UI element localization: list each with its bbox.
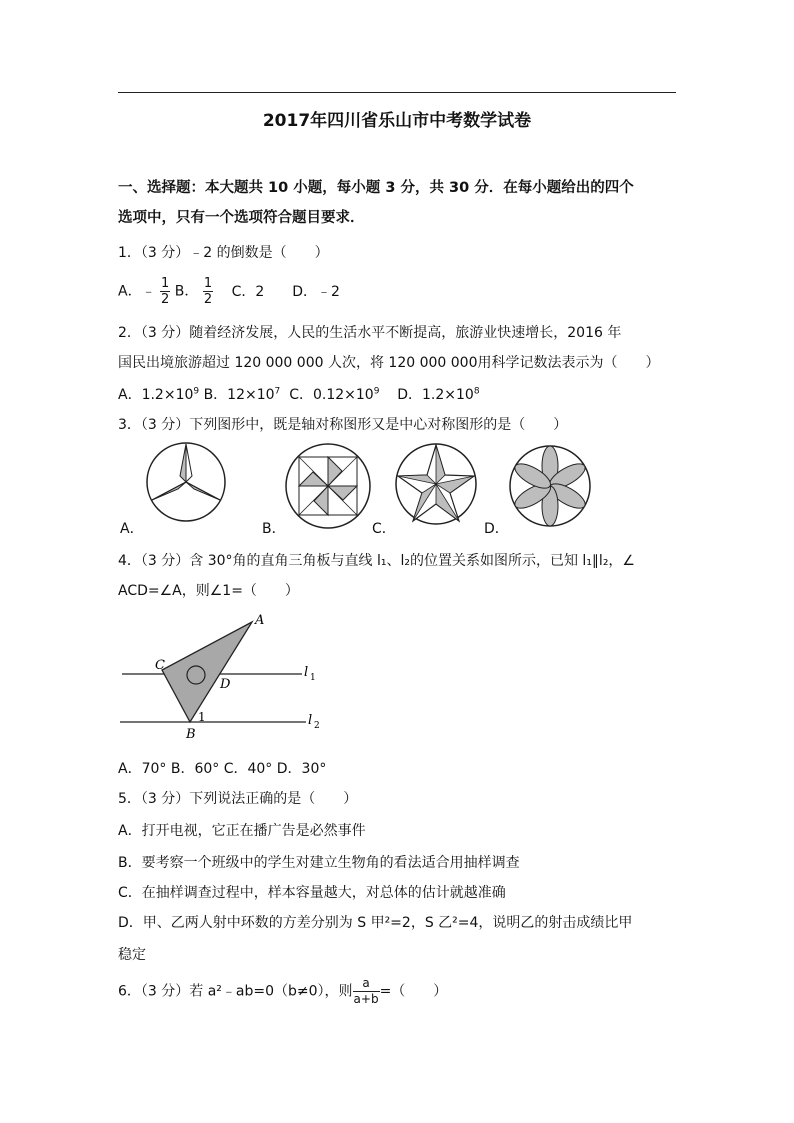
q1-frac-a-den: 2 <box>161 292 170 307</box>
label-l2: l <box>308 713 313 728</box>
q3-label-a: A． <box>120 521 144 537</box>
q6-stem-pre: 6．（3 分）若 a²﹣ab=0（b≠0），则 <box>118 983 353 1000</box>
q5-optC: C．在抽样调查过程中，样本容量越大，对总体的估计就越准确 <box>118 885 506 901</box>
label-C: C <box>155 658 165 673</box>
q5-optA: A．打开电视，它正在播广告是必然事件 <box>118 823 366 839</box>
q5-optD-line1: D．甲、乙两人射中环数的方差分别为 S 甲²=2，S 乙²=4，说明乙的射击成绩比甲 <box>118 915 633 931</box>
q2-line2: 国民出境旅游超过 120 000 000 人次，将 120 000 000用科学记数法表示为（ ） <box>118 355 660 371</box>
q2-optC: C．0.12×10 <box>289 387 374 403</box>
q2-expA: 9 <box>193 386 200 397</box>
figure-q4-triangle-lines <box>112 610 334 744</box>
q5-optD-line2: 稳定 <box>118 947 146 963</box>
q1-frac-a-num: 1 <box>161 276 170 291</box>
section-heading-line1: 一、选择题：本大题共 10 小题，每小题 3 分，共 30 分．在每小题给出的四个 <box>118 180 634 196</box>
label-l2-sub: 2 <box>314 721 320 731</box>
q6-frac-den: a+b <box>353 992 379 1006</box>
q4-line1: 4．（3 分）含 30°角的直角三角板与直线 l₁、l₂的位置关系如图所示，已知 l₁∥l₂，∠ <box>118 553 635 569</box>
q6-stem-post: =（ ） <box>379 983 448 1000</box>
q2-options <box>118 384 480 404</box>
q6-frac-num: a <box>353 976 380 992</box>
figure-b-pinwheel <box>282 442 374 530</box>
q2-optD: D．1.2×10 <box>397 387 474 403</box>
triangle-abc <box>162 622 252 722</box>
label-l1-sub: 1 <box>310 673 316 683</box>
section-heading-line2: 选项中，只有一个选项符合题目要求． <box>118 210 365 226</box>
q3-label-d: D． <box>484 521 509 537</box>
figure-a-circle-three-blades <box>140 442 240 522</box>
q2-expB: 7 <box>274 386 281 397</box>
label-l1: l <box>304 665 309 680</box>
page-title: 2017年四川省乐山市中考数学试卷 <box>262 111 532 131</box>
q2-expC: 9 <box>373 386 380 397</box>
q2-optB: B．12×10 <box>203 387 275 403</box>
q3-label-b: B． <box>262 521 286 537</box>
label-angle-1: 1 <box>198 710 206 724</box>
label-A: A <box>255 613 265 628</box>
q3-stem: 3．（3 分）下列图形中，既是轴对称图形又是中心对称图形的是（ ） <box>118 417 568 433</box>
q1-fraction-b <box>203 276 213 307</box>
q1-options <box>118 276 340 307</box>
q2-optA: A．1.2×10 <box>118 387 194 403</box>
label-B: B <box>186 727 196 742</box>
q1-frac-b-num: 1 <box>203 276 213 291</box>
q1-fraction-a <box>160 276 170 307</box>
q1-optB-prefix: B． <box>174 283 199 300</box>
q4-options: A．70° B．60° C．40° D．30° <box>118 761 327 777</box>
q2-line1: 2．（3 分）随着经济发展，人民的生活水平不断提高，旅游业快速增长，2016 年 <box>118 325 622 341</box>
q1-frac-b-den: 2 <box>203 292 213 307</box>
q5-stem: 5．（3 分）下列说法正确的是（ ） <box>118 791 358 807</box>
q1-optA-prefix: A．﹣ <box>118 283 156 300</box>
q3-label-c: C． <box>372 521 396 537</box>
header-rule <box>118 92 676 93</box>
q1-optCD: C．2 D．﹣2 <box>231 283 340 300</box>
label-D: D <box>220 677 231 692</box>
q2-expD: 8 <box>473 386 480 397</box>
figure-c-star <box>394 442 478 526</box>
q4-line2: ACD=∠A，则∠1=（ ） <box>118 583 299 599</box>
q1-stem: 1．（3 分）﹣2 的倒数是（ ） <box>118 245 329 261</box>
figure-d-flower <box>508 444 592 528</box>
q5-optB: B．要考察一个班级中的学生对建立生物角的看法适合用抽样调查 <box>118 855 520 871</box>
q6-stem <box>118 976 447 1007</box>
q6-fraction <box>353 976 380 1007</box>
